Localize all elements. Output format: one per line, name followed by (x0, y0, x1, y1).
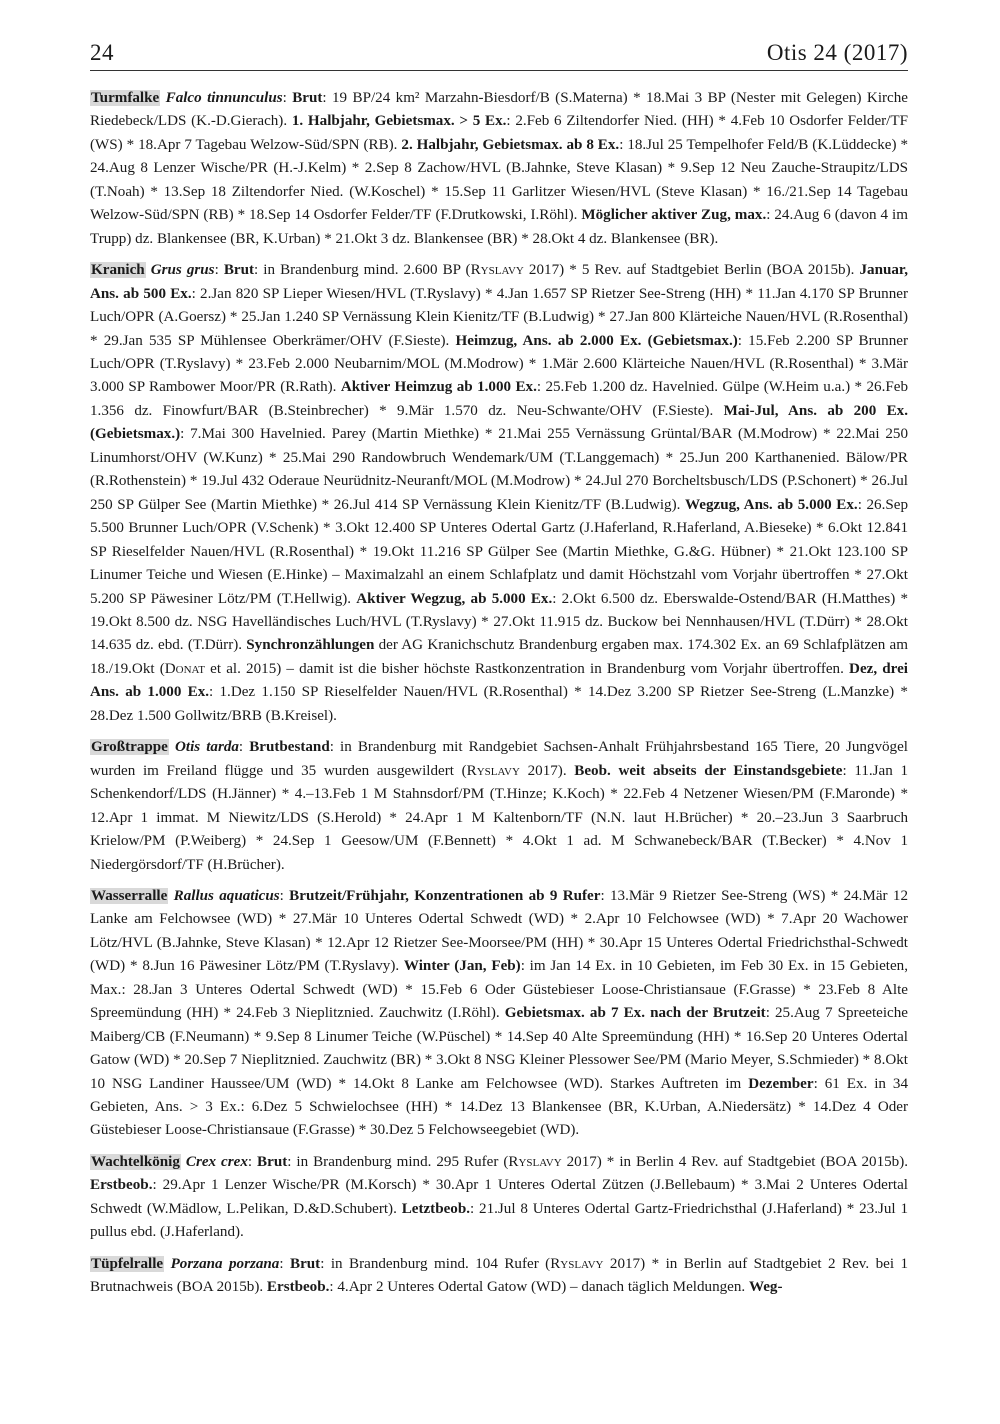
category-heading: Wegzug, Ans. ab 5.000 Ex. (684, 496, 858, 513)
observation-text: : (279, 1255, 291, 1272)
citation-author: Ryslavy (466, 762, 520, 779)
observation-text: : in Brandenburg mind. 104 Rufer ( (320, 1255, 551, 1272)
latin-name: Falco tinnunculus (165, 90, 283, 106)
observation-text: 2017). (519, 762, 575, 779)
observation-text: : 11.Jan 1 Schenkendorf/LDS (H.Jänner) * 4.–13.Feb 1 M Stahnsdorf/PM (T.Hinze; K.Koch) * 22.Feb 4 Netzener Wiesen/PM (F.Maronde) * 12.Apr 1 immat. M Niewitz/LDS (S.Herold) * 24.Apr 1 M Kaltenborn/TF (N.N. laut H.Brücher) * 20.–23.Jun 3 Saarbruch Krielow/PM (P.Weiberg) * 24.Sep 1 Geesow/UM (F.Bennett) * 4.Okt 1 ad. M Schwanebeck/BAR (T.Becker) * 4.Nov 1 Niedergörsdorf/TF (H.Brücher). (90, 762, 908, 873)
category-heading: Januar, Ans. ab 500 Ex. (90, 262, 909, 302)
species-name: Kranich (91, 262, 145, 279)
observation-text: : 7.Mai 300 Havelnied. Parey (Martin Miethke) * 21.Mai 255 Vernässung Grüntal/BAR (M.Modrow) * 22.Mai 250 Linumhorst/OHV (W.Kunz) * 25.Mai 290 Randowbruch Wendemark/UM (T.Langgemach) * 25.Jun 200 Karthanenied. Bälow/PR (R.Rothenstein) * 19.Jul 432 Oderaue Neurüdnitz-Neuranft/MOL (M.Modrow) * 24.Jul 270 Borcheltsbusch/LDS (P.Schonert) * 26.Jul 250 SP Gülper See (Martin Miethke) * 26.Jul 414 SP Vernässung Klein Kienitz/TF (B.Ludwig). (90, 426, 908, 513)
category-heading: Aktiver Wegzug, ab 5.000 Ex. (356, 590, 553, 607)
category-heading: Heimzug, Ans. ab 2.000 Ex. (Gebietsmax.) (455, 332, 738, 349)
category-heading: Brut (223, 262, 255, 279)
observation-text: : 13.Mär 9 Rietzer See-Streng (WS) * 24.Mär 12 Lanke am Felchowsee (WD) * 27.Mär 10 Unteres Odertal Schwedt (WD) * 2.Apr 10 Felchowsee (WD) * 7.Apr 20 Wachower Lötz/HVL (B.Jahnke, Steve Klasan) * 12.Apr 12 Rietzer See-Moorsee/PM (HH) * 30.Apr 15 Unteres Odertal Friedrichsthal-Schwedt (WD) * 8.Jun 16 Päwesiner Lötz/PM (T.Ryslavy). (90, 887, 909, 975)
category-heading: Dez, drei Ans. ab 1.000 Ex. (90, 660, 908, 701)
citation-author: Ryslavy (550, 1255, 604, 1272)
observation-text: : 2.Feb 6 Ziltendorfer Nied. (HH) * 4.Feb 10 Osdorfer Felder/TF (WS) * 18.Apr 7 Tagebau Welzow-Süd/SPN (RB). (90, 113, 908, 153)
latin-name: Grus grus (150, 262, 215, 279)
header-rule (90, 70, 908, 71)
species-entry (90, 259, 908, 728)
species-entry (90, 1151, 908, 1245)
observation-text: et al. 2015) – damit ist die bisher höchste Rastkonzentration in Brandenburg vom Vorjahr übertroffen. (205, 660, 850, 677)
observation-text: : in Brandenburg mind. 2.600 BP ( (254, 262, 471, 279)
observation-text: : 21.Jul 8 Unteres Odertal Gartz-Friedrichsthal (J.Haferland) * 23.Jul 1 pullus ebd. (J.Haferland). (90, 1200, 908, 1241)
observation-text: : (247, 1153, 258, 1170)
category-heading: Weg- (748, 1279, 783, 1296)
observation-text: : (282, 90, 293, 106)
category-heading: Brut (292, 90, 323, 106)
observation-text: 2017) * 5 Rev. auf Stadtgebiet Berlin (BOA 2015b). (523, 262, 860, 279)
latin-name: Porzana porzana (170, 1255, 280, 1272)
species-name: Wachtelkönig (91, 1153, 180, 1170)
species-entry (90, 1253, 908, 1300)
observation-text: : 1.Dez 1.150 SP Rieselfelder Nauen/HVL (R.Rosenthal) * 14.Dez 3.200 SP Rietzer See-Streng (L.Manzke) * 28.Dez 1.500 Gollwitz/BRB (B.Kreisel). (90, 684, 908, 724)
latin-name: Otis tarda (174, 739, 239, 756)
category-heading: Brutzeit/Frühjahr, Konzentrationen ab 9 Rufer (289, 887, 601, 904)
category-heading: Brutbestand (249, 739, 330, 756)
observation-text: : 61 Ex. in 34 Gebieten, Ans. > 3 Ex.: 6.Dez 5 Schwielochsee (HH) * 14.Dez 13 Blankensee (BR, K.Urban, A.Niedersätz) * 14.Dez 4 Oder Güstebieser Loose-Christiansaue (F.Grasse) * 30.Dez 5 Felchowseegebiet (WD). (90, 1075, 908, 1139)
category-heading: Letztbeob. (401, 1200, 471, 1217)
observation-text: 2017) * in Berlin auf Stadtgebiet 2 Rev. bei 1 Brutnachweis (BOA 2015b). (90, 1255, 909, 1296)
species-name: Tüpfelralle (91, 1255, 164, 1272)
observation-text: : 2.Jan 820 SP Lieper Wiesen/HVL (T.Ryslavy) * 4.Jan 1.657 SP Rietzer See-Streng (HH) * 11.Jan 4.170 SP Brunner Luch/OPR (A.Goersz) * 25.Jan 1.240 SP Vernässung Klein Kienitz/TF (B.Ludwig) * 27.Jan 800 Klärteiche Nauen/HVL (R.Rosenthal) * 29.Jan 535 SP Mühlensee Oberkrämer/OHV (F.Sieste). (90, 285, 909, 349)
page-header (90, 40, 908, 74)
citation-author: Ryslavy (508, 1153, 562, 1170)
species-entry (90, 736, 908, 877)
observation-text: : in Brandenburg mit Randgebiet Sachsen-Anhalt Frühjahrsbestand 165 Tiere, 20 Jungvögel wurden im Freiland flügge und 35 wurden ausgewildert ( (90, 739, 908, 779)
observation-text: der AG Kranichschutz Brandenburg ergaben max. 174.302 Ex. an 69 Schlafplätzen am 18./19.Okt ( (90, 637, 908, 677)
observation-text: : 15.Feb 2.200 SP Brunner Luch/OPR (T.Ryslavy) * 23.Feb 2.000 Neubarnim/MOL (M.Modrow) * 1.Mär 2.600 Klärteiche Nauen/HVL (R.Rosenthal) * 3.Mär 3.000 SP Rambower Moor/PR (R.Rath). (90, 332, 908, 396)
observation-text: : 19 BP/24 km² Marzahn-Biesdorf/B (S.Materna) * 18.Mai 3 BP (Nester mit Gelegen) Kirche Riedebeck/LDS (K.-D.Gierach). (90, 90, 908, 130)
category-heading: Aktiver Heimzug ab 1.000 Ex. (340, 379, 537, 396)
species-name: Wasserralle (91, 887, 168, 904)
category-heading: Erstbeob. (90, 1177, 153, 1194)
category-heading: Möglicher aktiver Zug, max. (581, 207, 767, 224)
category-heading: 2. Halbjahr, Gebietsmax. ab 8 Ex. (401, 136, 620, 153)
category-heading: Gebietsmax. ab 7 Ex. nach der Brutzeit (504, 1005, 766, 1022)
category-heading: Synchronzählungen (246, 637, 375, 654)
article-body (90, 87, 908, 1308)
species-name: Turmfalke (91, 90, 160, 106)
observation-text: 2017) * in Berlin 4 Rev. auf Stadtgebiet (BOA 2015b). (561, 1153, 909, 1170)
category-heading: Erstbeob. (266, 1279, 330, 1296)
observation-text: : 26.Sep 5.500 Brunner Luch/OPR (V.Schenk) * 3.Okt 12.400 SP Unteres Odertal Gartz (J.Haferland, R.Haferland, A.Bieseke) * 6.Okt 12.841 SP Rieselfelder Nauen/HVL (R.Rosenthal) * 19.Okt 11.216 SP Gülper See (Martin Miethke, G.&G. Hübner) * 21.Okt 123.100 SP Linumer Teiche und Wiesen (E.Hinke) – Maximalzahl an einem Schlafplatz und damit Höchstzahl vom Vorjahr übertroffen * 27.Okt 5.200 SP Päwesiner Lötz/PM (T.Hellwig). (90, 496, 909, 607)
category-heading: Winter (Jan, Feb) (403, 958, 521, 975)
category-heading: Beob. weit abseits der Einstandsgebiete (574, 762, 843, 779)
category-heading: Dezember (748, 1075, 814, 1092)
category-heading: Brut (257, 1153, 288, 1170)
category-heading: Mai-Jul, Ans. ab 200 Ex. (Gebietsmax.) (90, 402, 909, 443)
latin-name: Crex crex (185, 1153, 248, 1170)
observation-text: : 18.Jul 25 Tempelhofer Feld/B (K.Lüddecke) * 24.Aug 8 Lenzer Wische/PR (H.-J.Kelm) * 2.Sep 8 Zachow/HVL (B.Jahnke, Steve Klasan) * 9.Sep 12 Neu Zauche-Straupitz/LDS (T.Noah) * 13.Sep 18 Ziltendorfer Nied. (W.Koschel) * 15.Sep 11 Garlitzer Wiesen/HVL (Steve Klasan) * 16./21.Sep 14 Tagebau Welzow-Süd/SPN (RB) * 18.Sep 14 Osdorfer Felder/TF (F.Drutkowski, I.Röhl). (90, 136, 909, 224)
observation-text: : 25.Feb 1.200 dz. Havelnied. Gülpe (W.Heim u.a.) * 26.Feb 1.356 dz. Finowfurt/BAR (B.Steinbrecher) * 9.Mär 1.570 dz. Neu-Schwante/OHV (F.Sieste). (90, 379, 908, 419)
citation-author: Ryslavy (470, 262, 524, 279)
observation-text: : (238, 739, 250, 756)
category-heading: 1. Halbjahr, Gebietsmax. > 5 Ex. (291, 113, 507, 130)
species-name: Großtrappe (91, 739, 168, 756)
observation-text: : (279, 887, 290, 904)
species-entry (90, 87, 908, 251)
observation-text: : 4.Apr 2 Unteres Odertal Gatow (WD) – danach täglich Meldungen. (329, 1279, 749, 1296)
observation-text: : im Jan 14 Ex. in 10 Gebieten, im Feb 30 Ex. in 15 Gebieten, Max.: 28.Jan 3 Unteres Odertal Schwedt (WD) * 15.Feb 6 Oder Güstebieser Loose-Christiansaue (F.Grasse) * 23.Feb 8 Alte Spreemündung (HH) * 24.Feb 3 Nieplitznied. Zauchwitz (I.Röhl). (90, 958, 909, 1022)
category-heading: Brut (290, 1255, 321, 1272)
species-entry (90, 885, 908, 1143)
observation-text: : 2.Okt 6.500 dz. Eberswalde-Ostend/BAR (H.Matthes) * 19.Okt 8.500 dz. NSG Havelländisches Luch/HVL (T.Ryslavy) * 27.Okt 11.915 dz. Buckow bei Nennhausen/HVL (T.Dürr) * 28.Okt 14.635 dz. ebd. (T.Dürr). (90, 590, 908, 654)
page-number: 24 (90, 40, 114, 65)
observation-text: : 29.Apr 1 Lenzer Wische/PR (M.Korsch) * 30.Apr 1 Unteres Odertal Zützen (J.Bellebaum) * 3.Mai 2 Unteres Odertal Schwedt (W.Mädlow, L.Pelikan, D.&D.Schubert). (90, 1177, 908, 1217)
observation-text: : (214, 262, 224, 279)
journal-title: Otis 24 (2017) (766, 40, 908, 65)
citation-author: Donat (164, 660, 205, 677)
observation-text: : 24.Aug 6 (davon 4 im Trupp) dz. Blankensee (BR, K.Urban) * 21.Okt 3 dz. Blankensee (BR) * 28.Okt 4 dz. Blankensee (BR). (90, 207, 908, 247)
observation-text: : in Brandenburg mind. 295 Rufer ( (287, 1153, 509, 1170)
latin-name: Rallus aquaticus (173, 887, 280, 904)
observation-text: : 25.Aug 7 Spreeteiche Maiberg/CB (F.Neumann) * 9.Sep 8 Linumer Teiche (W.Püschel) * 14.Sep 40 Alte Spreemündung (HH) * 16.Sep 20 Unteres Odertal Gatow (WD) * 20.Sep 7 Nieplitznied. Zauchwitz (BR) * 3.Okt 8 NSG Kleiner Plessower See/PM (Mario Meyer, S.Schmieder) * 8.Okt 10 NSG Landiner Haussee/UM (WD) * 14.Okt 8 Lanke am Felchowsee (WD). Starkes Auftreten im (90, 1005, 909, 1092)
